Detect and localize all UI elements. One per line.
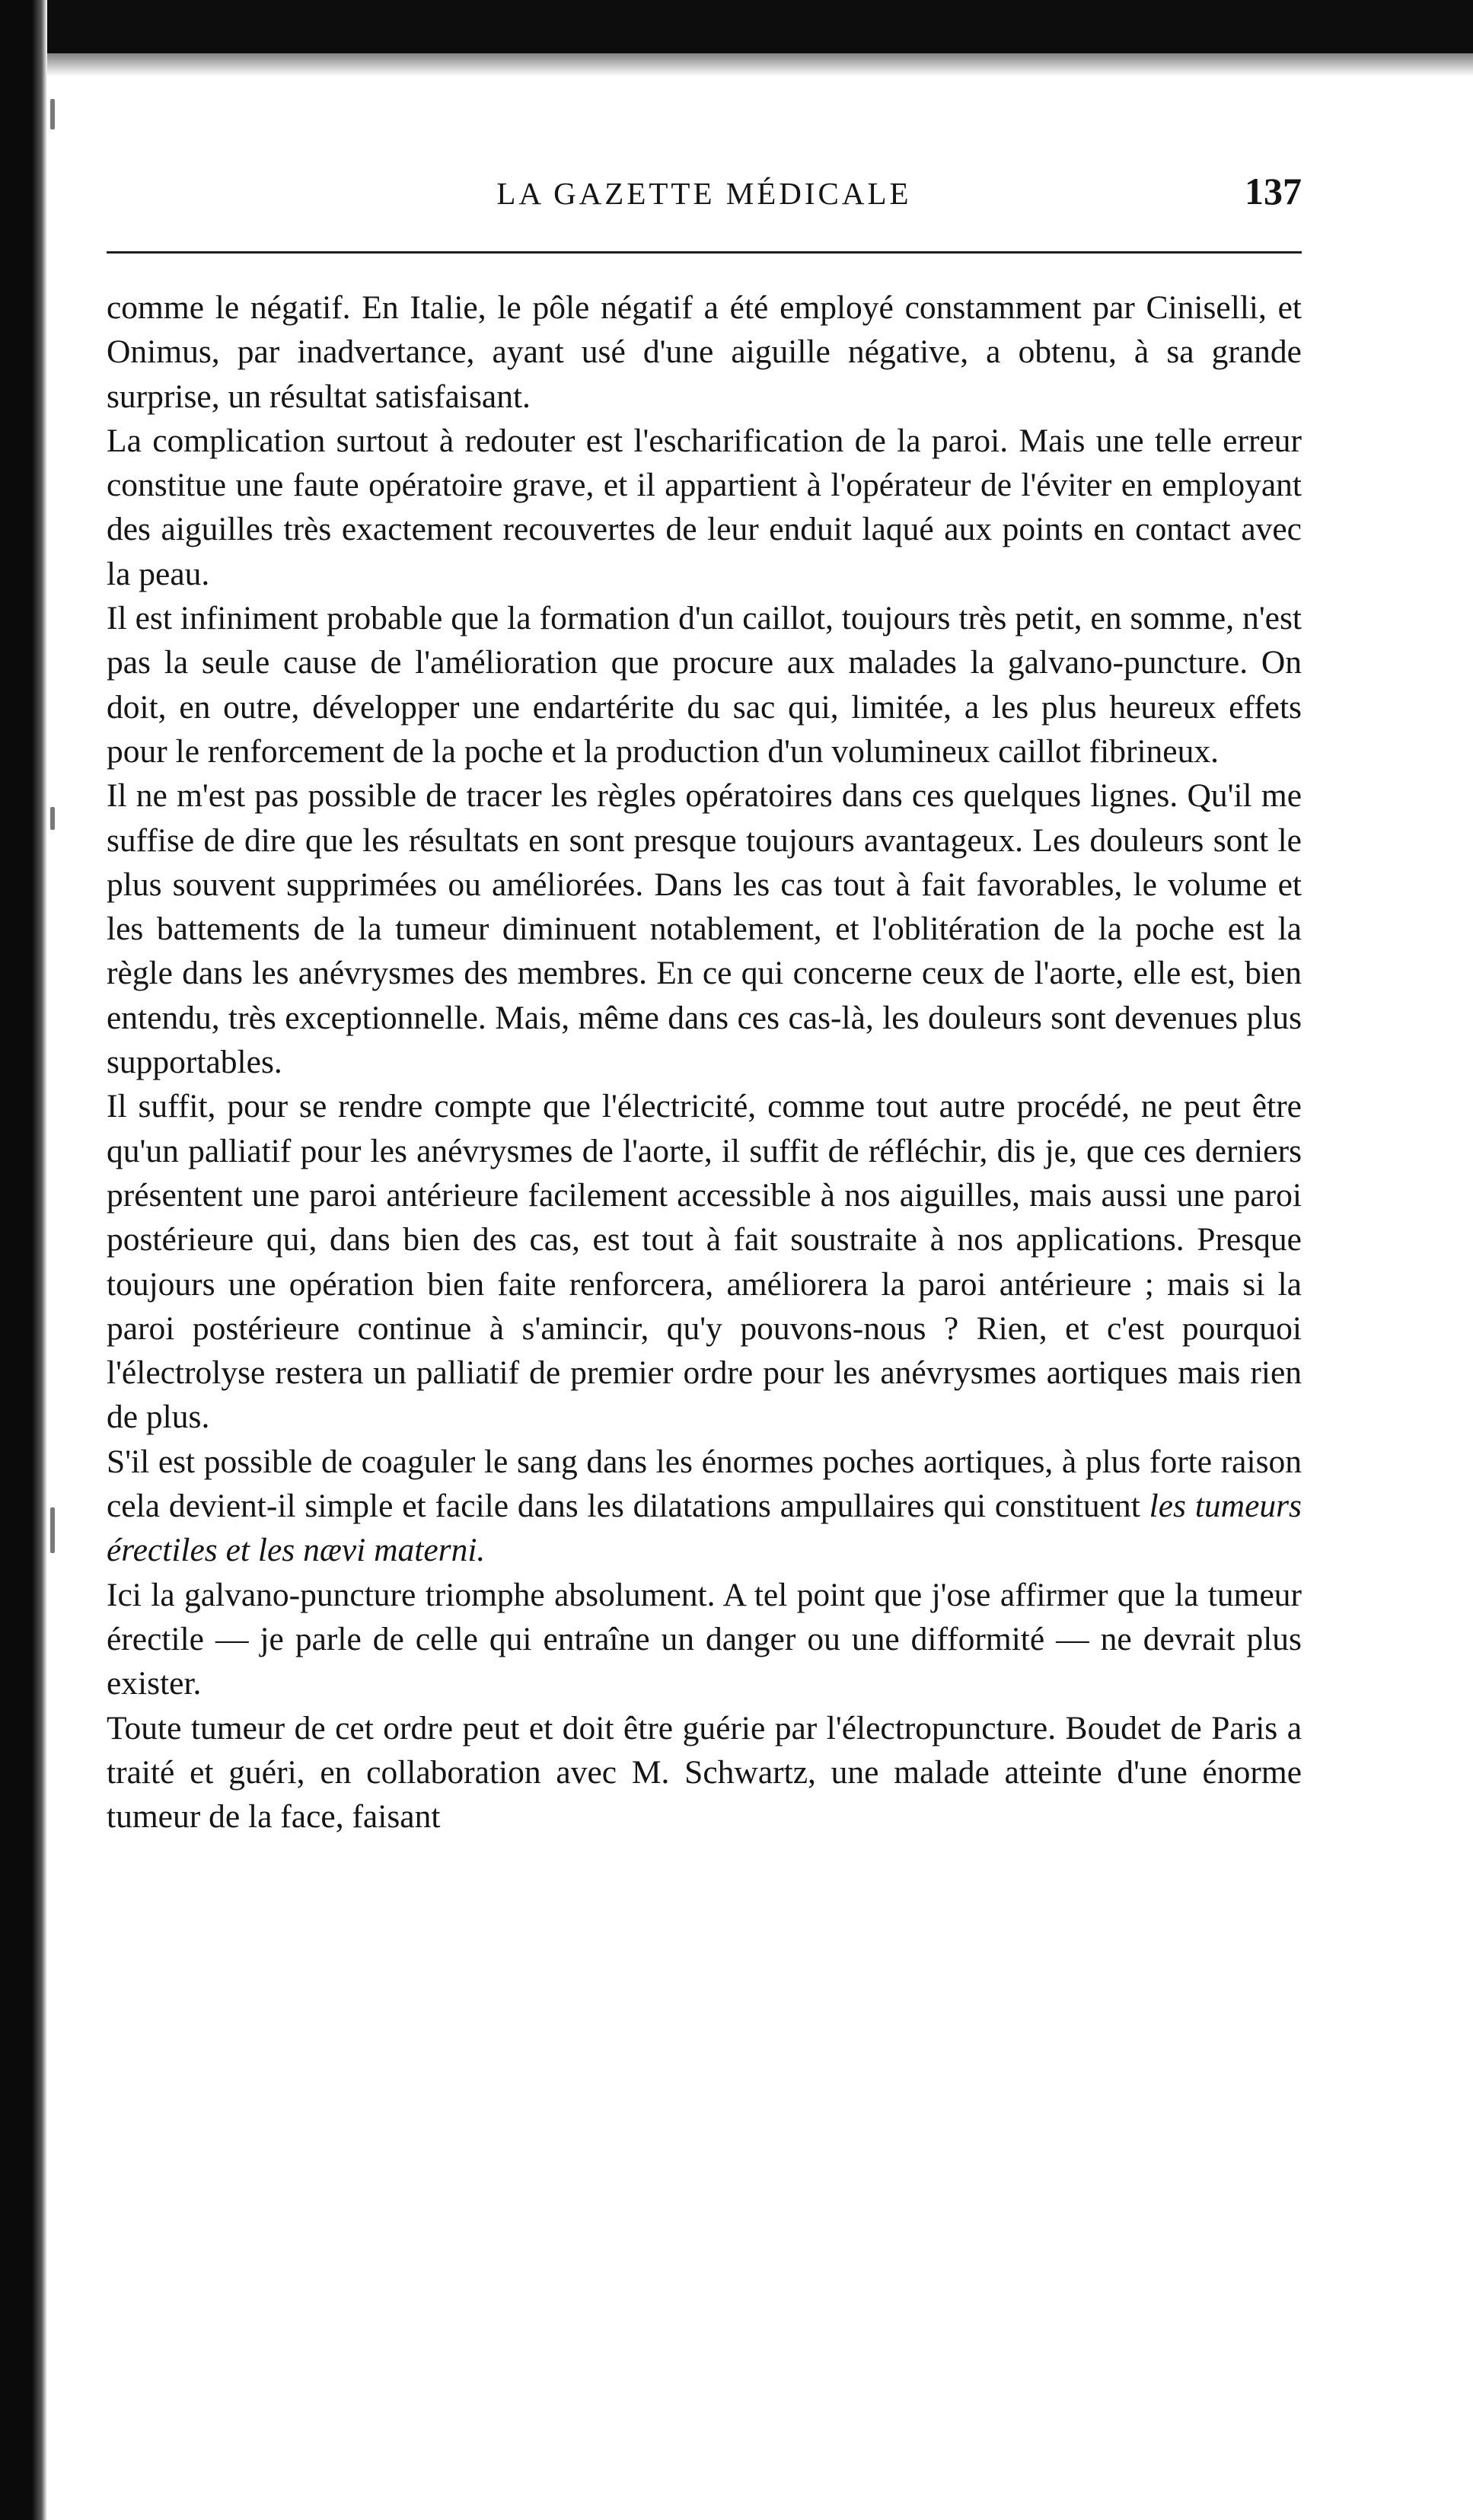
page-header xyxy=(107,160,1302,221)
scan-speck xyxy=(50,1507,55,1553)
scan-shadow-top xyxy=(46,53,1473,76)
page-number: 137 xyxy=(1245,170,1302,212)
paragraph: Il suffit, pour se rendre compte que l'électricité, comme tout autre procédé, ne peut être qu'un palliatif pour les anévrysmes de l'aorte, il suffit de réfléchir, dis je, que ces derniers présentent une paroi antérieure facilement accessible à nos aiguilles, mais aussi une paroi postérieure qui, dans bien des cas, est tout à fait soustraite à nos applications. Presque toujours une opération bien faite renforcera, améliorera la paroi antérieure ; mais si la paroi postérieure continue à s'amincir, qu'y pouvons-nous ? Rien, et c'est pourquoi l'électrolyse restera un palliatif de premier ordre pour les anévrysmes aortiques mais rien de plus. xyxy=(107,1088,1302,1436)
body-text xyxy=(107,285,1302,1839)
running-title: LA GAZETTE MÉDICALE xyxy=(496,176,912,211)
paragraph-text: S'il est possible de coaguler le sang dans les énormes poches aortiques, à plus forte raison cela devient-il simple et facile dans les dilatations ampullaires qui constituent xyxy=(107,1443,1302,1525)
scan-speck xyxy=(50,807,55,830)
paragraph: La complication surtout à redouter est l'escharification de la paroi. Mais une telle erreur constitue une faute opératoire grave, et il appartient à l'opérateur de l'éviter en employant des aiguilles très exactement recouvertes de leur enduit laqué aux points en contact avec la peau. xyxy=(107,422,1302,592)
paragraph: Ici la galvano-puncture triomphe absolument. A tel point que j'ose affirmer que la tumeur érectile — je parle de celle qui entraîne un danger ou une difformité — ne devrait plus exister. xyxy=(107,1576,1302,1702)
paragraph: Toute tumeur de cet ordre peut et doit être guérie par l'électropuncture. Boudet de Paris a traité et guéri, en collaboration avec M. Schwartz, une malade atteinte d'une énorme tumeur de la face, faisant xyxy=(107,1709,1302,1836)
paragraph xyxy=(107,1440,1302,1573)
paragraph: Il ne m'est pas possible de tracer les règles opératoires dans ces quelques lignes. Qu'il me suffise de dire que les résultats en sont presque toujours avantageux. Les douleurs sont le plus souvent supprimées ou améliorées. Dans les cas tout à fait favorables, le volume et les battements de la tumeur diminuent notablement, et l'oblitération de la poche est la règle dans les anévrysmes des membres. En ce qui concerne ceux de l'aorte, elle est, bien entendu, très exceptionnelle. Mais, même dans ces cas-là, les douleurs sont devenues plus supportables. xyxy=(107,777,1302,1081)
header-rule xyxy=(107,251,1302,254)
paragraph: Il est infiniment probable que la formation d'un caillot, toujours très petit, en somme, n'est pas la seule cause de l'amélioration que procure aux malades la galvano-puncture. On doit, en outre, développer une endartérite du sac qui, limitée, a les plus heureux effets pour le renforcement de la poche et la production d'un volumineux caillot fibrineux. xyxy=(107,600,1302,770)
scan-border-left xyxy=(0,0,47,2520)
scan-border-top xyxy=(0,0,1473,53)
italic-term: les tumeurs érectiles et les nævi materni. xyxy=(107,1488,1302,1569)
paragraph: comme le négatif. En Italie, le pôle négatif a été employé constamment par Ciniselli, et Onimus, par inadvertance, ayant usé d'une aiguille négative, a obtenu, à sa grande surprise, un résultat satisfaisant. xyxy=(107,289,1302,415)
scan-speck xyxy=(50,99,55,129)
